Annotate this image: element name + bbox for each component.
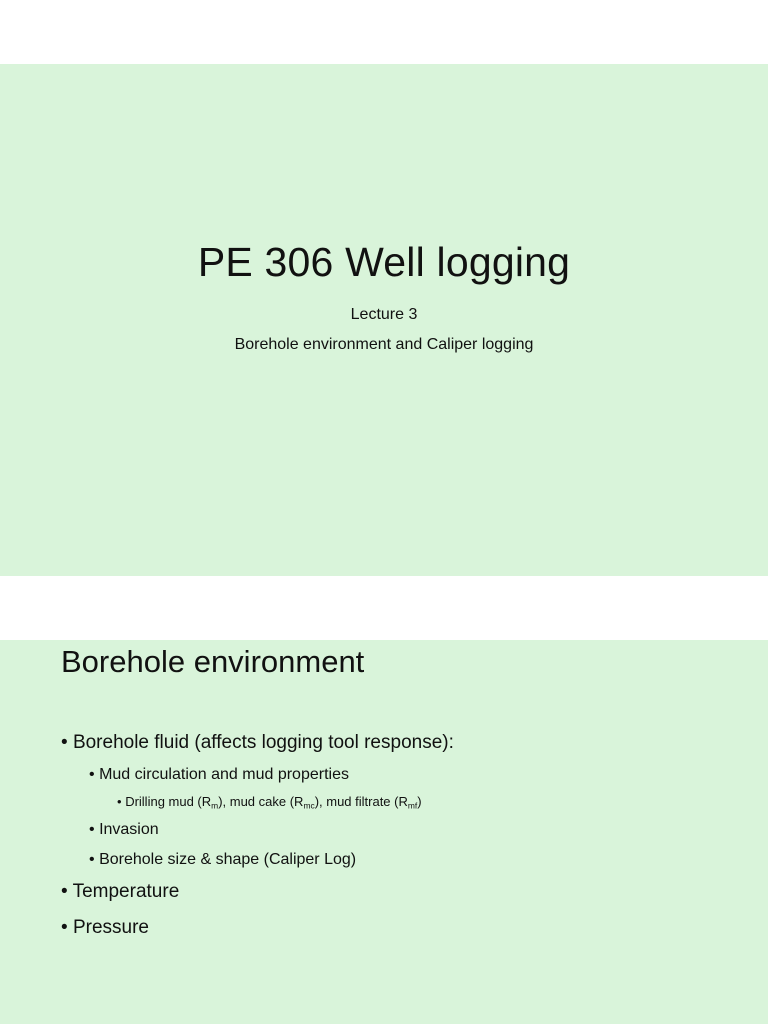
bullet-temperature (61, 881, 179, 903)
bullet-text: Drilling mud $(R_m)$, mud cake $(R_{mc})$, mud filtrate $(R_{mf})$ (125, 794, 422, 811)
bullet-mud-circulation (89, 766, 349, 784)
bullet-marker: • (117, 794, 122, 809)
bullet-borehole-size (89, 851, 356, 869)
lecture-number: Lecture 3 (350, 306, 418, 323)
bullet-text: Pressure (72, 917, 149, 938)
bullet-marker: • (61, 881, 68, 902)
slide-heading: Borehole environment (61, 644, 365, 679)
title-slide (0, 64, 768, 576)
bullet-marker: • (89, 766, 95, 783)
bullet-drilling-mud (117, 794, 422, 811)
bullet-marker: • (61, 732, 68, 753)
bullet-invasion (89, 821, 159, 839)
bullet-marker: • (89, 851, 95, 868)
slide-title: PE 306 Well logging (197, 239, 571, 285)
bullet-text: Temperature (72, 881, 180, 902)
bullet-text: Mud circulation and mud properties (99, 766, 349, 783)
bullet-text: Invasion (99, 821, 159, 838)
bullet-text: Borehole fluid (affects logging tool response): (72, 732, 454, 753)
bullet-marker: • (61, 917, 68, 938)
content-slide (0, 640, 768, 1024)
slide-subtitle: Borehole environment and Caliper logging (234, 336, 534, 353)
bullet-pressure (61, 917, 149, 939)
bullet-text: Borehole size & shape (Caliper Log) (99, 851, 357, 868)
bullet-marker: • (89, 821, 95, 838)
bullet-borehole-fluid (61, 732, 454, 754)
